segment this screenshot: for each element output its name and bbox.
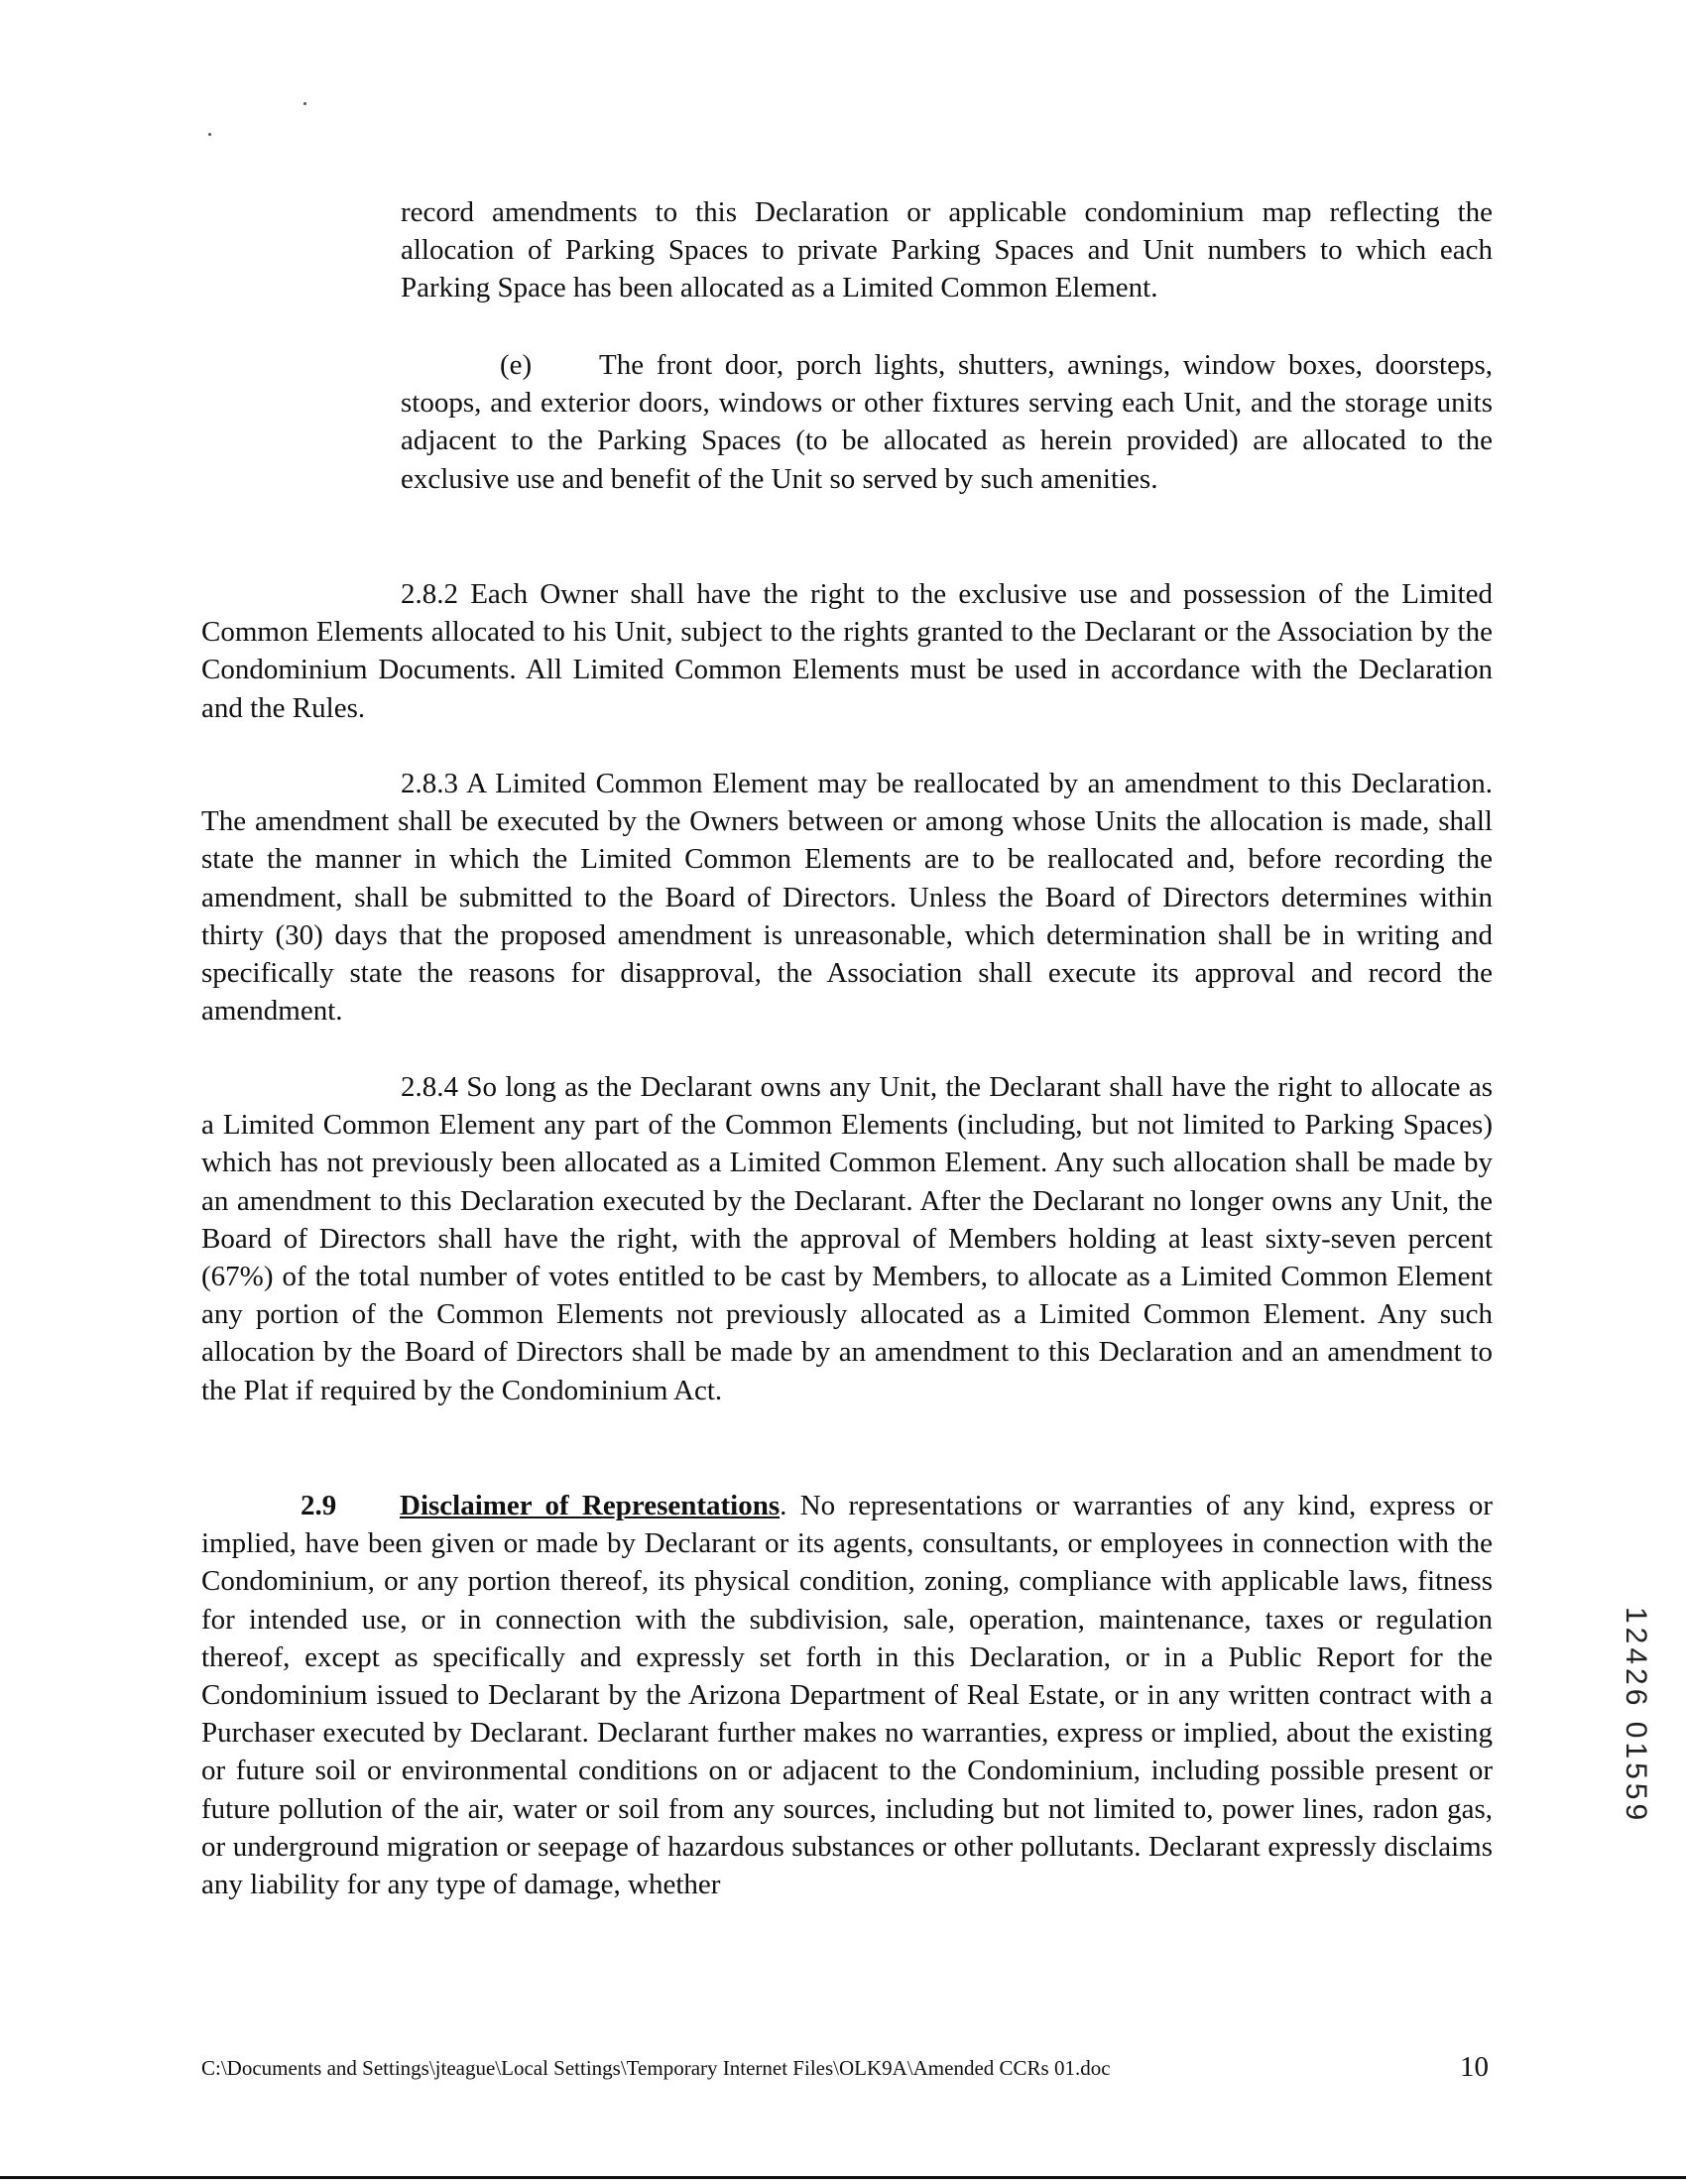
section-2-9 xyxy=(201,1487,1493,1903)
paragraph-2-8-3-text: A Limited Common Element may be reallocated by an amendment to this Declaration. The amendment shall be executed by the Owners between or among whose Units the allocation is made, shall state the manner in which the Limited Common Elements are to be reallocated and, before recording the amendment, shall be submitted to the Board of Directors. Unless the Board of Directors determines within thirty (30) days that the proposed amendment is unreasonable, which determination shall be in writing and specifically state the reasons for disapproval, the Association shall execute its approval and record the amendment. xyxy=(201,768,1493,1028)
recording-stamp-text: 12426 01559 xyxy=(1620,1607,1652,1825)
scan-edge-line xyxy=(0,2176,1686,2179)
section-2-9-number: 2.9 xyxy=(301,1490,337,1521)
paragraph-e-text: The front door, porch lights, shutters, awnings, window boxes, doorsteps, stoops, and exterior doors, windows or other fixtures serving each Unit, and the storage units adjacent to the Parking Spaces (to be allocated as herein provided) are allocated to the exclusive use and benefit of the Unit so served by such amenities. xyxy=(401,349,1493,495)
paragraph-e-label: (e) xyxy=(500,349,533,381)
paragraph-2-8-4-text: So long as the Declarant owns any Unit, the Declarant shall have the right to allocate as a Limited Common Element any part of the Common Elements (including, but not limited to Parking Spaces) which has not previously been allocated as a Limited Common Element. Any such allocation shall be made by an amendment to this Declaration executed by the Declarant. After the Declarant no longer owns any Unit, the Board of Directors shall have the right, with the approval of Members holding at least sixty-seven percent (67%) of the total number of votes entitled to be cast by Members, to allocate as a Limited Common Element any portion of the Common Elements not previously allocated as a Limited Common Element. Any such allocation by the Board of Directors shall be made by an amendment to this Declaration and an amendment to the Plat if required by the Condominium Act. xyxy=(201,1071,1493,1406)
footer-file-path: C:\Documents and Settings\jteague\Local Settings\Temporary Internet Files\OLK9A\Amended CCRs 01.doc xyxy=(201,2056,1111,2080)
section-2-9-text: . No representations or warranties of any kind, express or implied, have been given or made by Declarant or its agents, consultants, or employees in connection with the Condominium, or any portion thereof, its physical condition, zoning, compliance with applicable laws, fitness for intended use, or in connection with the subdivision, sale, operation, maintenance, taxes or regulation thereof, except as specifically and expressly set forth in this Declaration, or in a Public Report for the Condominium issued to Declarant by the Arizona Department of Real Estate, or in any written contract with a Purchaser executed by Declarant. Declarant further makes no warranties, express or implied, about the existing or future soil or environmental conditions on or adjacent to the Condominium, including possible present or future pollution of the air, water or soil from any sources, including but not limited to, power lines, radon gas, or underground migration or seepage of hazardous substances or other pollutants. Declarant expressly disclaims any liability for any type of damage, whether xyxy=(201,1490,1493,1901)
paragraph-2-8-3-label: 2.8.3 xyxy=(401,768,458,799)
scan-speck xyxy=(303,102,306,105)
paragraph-2-8-4 xyxy=(201,1068,1493,1409)
paragraph-continuation-text: record amendments to this Declaration or applicable condominium map reflecting the allocation of Parking Spaces to private Parking Spaces and Unit numbers to which each Parking Space has been allocated as a Limited Common Element. xyxy=(401,196,1493,304)
section-2-9-title: Disclaimer of Representations xyxy=(400,1490,781,1521)
paragraph-2-8-2-text: Each Owner shall have the right to the exclusive use and possession of the Limited Common Elements allocated to his Unit, subject to the rights granted to the Declarant or the Association by the Condominium Documents. All Limited Common Elements must be used in accordance with the Declaration and the Rules. xyxy=(201,578,1494,724)
scan-speck xyxy=(208,133,211,136)
paragraph-2-8-2-label: 2.8.2 xyxy=(401,578,458,610)
paragraph-2-8-3 xyxy=(201,765,1493,1030)
paragraph-e xyxy=(401,346,1493,498)
paragraph-continuation xyxy=(401,193,1493,307)
paragraph-2-8-4-label: 2.8.4 xyxy=(401,1071,458,1103)
page-number: 10 xyxy=(1460,2051,1489,2083)
recording-stamp xyxy=(1620,1607,1670,1894)
paragraph-2-8-2 xyxy=(201,575,1493,727)
